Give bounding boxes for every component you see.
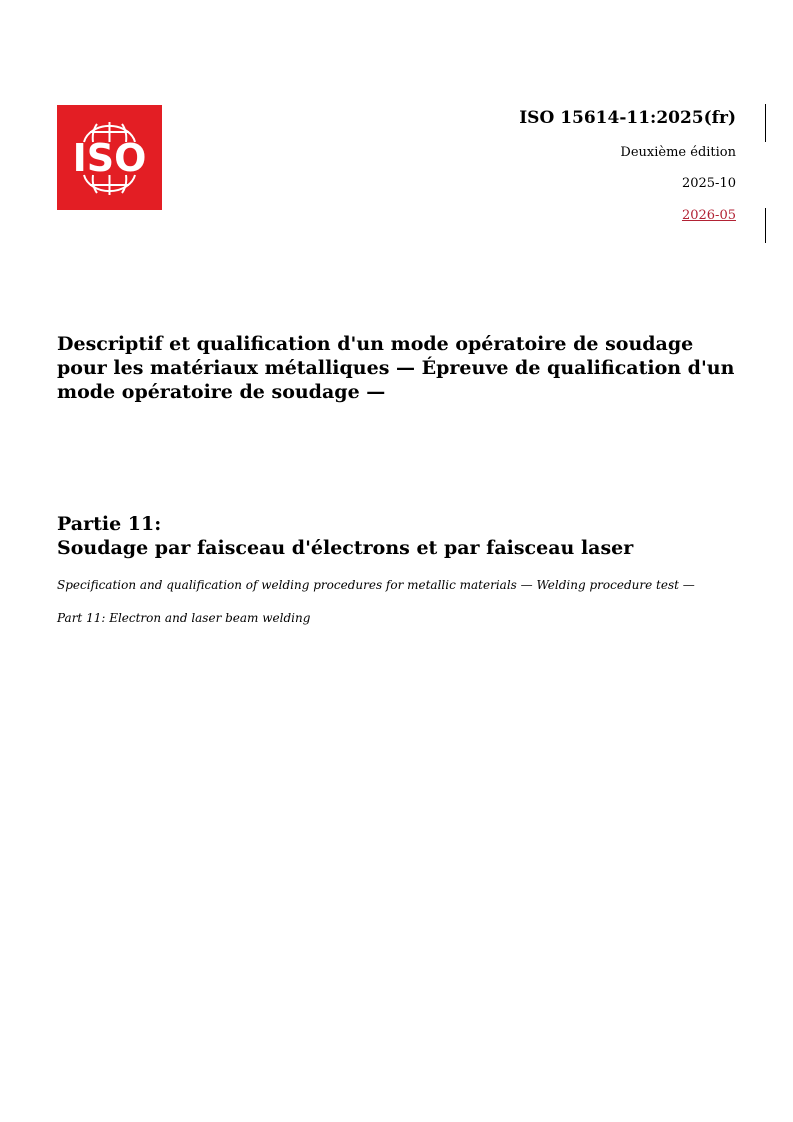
change-bar [765, 208, 766, 243]
publication-date: 2025-10 [681, 176, 736, 191]
change-bar [765, 104, 766, 142]
part-number: Partie 11: [57, 513, 162, 535]
logo-text: ISO [72, 136, 147, 180]
iso-logo [57, 105, 162, 210]
part-title [57, 512, 747, 560]
part-subtitle: Soudage par faisceau d'électrons et par faisceau laser [57, 537, 634, 559]
document-title: Descriptif et qualification d'un mode opératoire de soudage pour les matériaux métalliques — Épreuve de qualification d'un mode opératoire de soudage — [57, 333, 735, 403]
globe-icon [57, 105, 162, 210]
revised-date: 2026-05 [681, 208, 736, 223]
document-identifier: ISO 15614-11:2025(fr) [519, 108, 736, 128]
english-title: Specification and qualification of welding procedures for metallic materials — Welding procedure test — [57, 578, 695, 592]
edition-label: Deuxième édition [620, 145, 736, 160]
english-part-title: Part 11: Electron and laser beam welding [57, 611, 311, 625]
